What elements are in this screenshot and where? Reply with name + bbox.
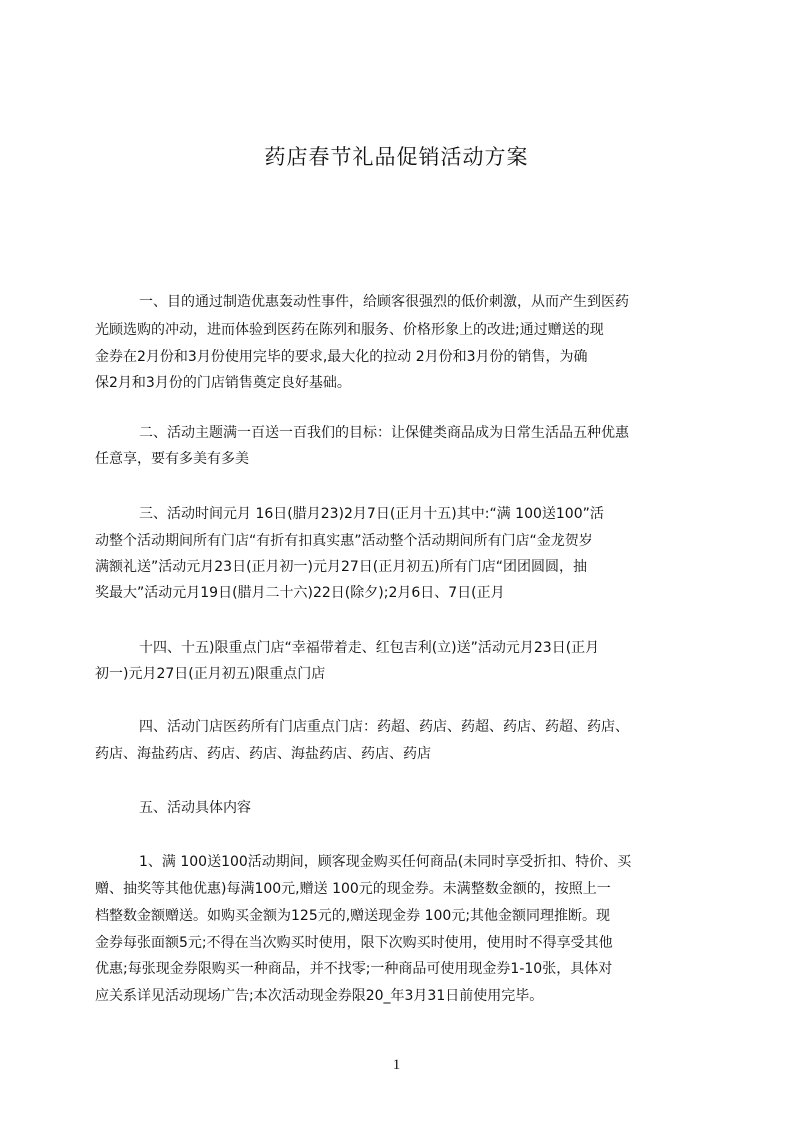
paragraph-5-line-2: 药店、海盐药店、药店、药店、海盐药店、药店、药店 [95, 746, 431, 762]
paragraph-6-line-1: 五、活动具体内容 [139, 800, 251, 816]
paragraph-7-line-1: 1、满 100送100活动期间，顾客现金购买任何商品(未同时享受折扣、特价、买 [139, 854, 632, 870]
paragraph-1-line-2: 光顾选购的冲动，进而体验到医药在陈列和服务、价格形象上的改进;通过赠送的现 [95, 322, 604, 338]
document-title: 药店春节礼品促销活动方案 [264, 145, 529, 169]
paragraph-3-line-1: 三、活动时间元月 16日(腊月23)2月7日(正月十五)其中:“满 100送100”活 [139, 506, 604, 522]
paragraph-5-line-1: 四、活动门店医药所有门店重点门店：药超、药店、药超、药店、药超、药店、 [139, 719, 629, 735]
paragraph-1-line-1: 一、目的通过制造优惠轰动性事件，给顾客很强烈的低价刺激，从而产生到医药 [139, 294, 629, 310]
paragraph-7-line-5: 优惠;每张现金券限购买一种商品，并不找零;一种商品可使用现金券1-10张，具体对 [95, 961, 613, 977]
page-number: 1 [392, 1057, 401, 1073]
paragraph-2-line-2: 任意享，要有多美有多美 [95, 451, 249, 467]
paragraph-7-line-4: 金券每张面额5元;不得在当次购买时使用，限下次购买时使用，使用时不得享受其他 [95, 935, 613, 951]
paragraph-7-line-6: 应关系详见活动现场广告;本次活动现金券限20_年3月31日前使用完毕。 [95, 988, 544, 1004]
paragraph-3-line-4: 奖最大”活动元月19日(腊月二十六)22日(除夕);2月6日、7日(正月 [95, 585, 505, 601]
paragraph-2-line-1: 二、活动主题满一百送一百我们的目标：让保健类商品成为日常生活品五种优惠 [139, 425, 629, 441]
paragraph-4-line-1: 十四、十五)限重点门店“幸福带着走、红包吉利(立)送”活动元月23日(正月 [139, 640, 600, 656]
paragraph-1-line-4: 保2月和3月份的门店销售奠定良好基础。 [95, 375, 351, 391]
paragraph-3-line-2: 动整个活动期间所有门店“有折有扣真实惠”活动整个活动期间所有门店“金龙贺岁 [95, 533, 593, 549]
paragraph-7-line-2: 赠、抽奖等其他优惠)每满100元,赠送 100元的现金券。未满整数金额的，按照上一 [95, 881, 611, 897]
paragraph-4-line-2: 初一)元月27日(正月初五)限重点门店 [95, 666, 326, 682]
paragraph-7-line-3: 档整数金额赠送。如购买金额为125元的,赠送现金券 100元;其他金额同理推断。现 [95, 908, 611, 924]
paragraph-1-line-3: 金券在2月份和3月份使用完毕的要求,最大化的拉动 2月份和3月份的销售，为确 [95, 349, 588, 365]
paragraph-3-line-3: 满额礼送”活动元月23日(正月初一)元月27日(正月初五)所有门店“团团圆圆，抽 [95, 559, 587, 575]
